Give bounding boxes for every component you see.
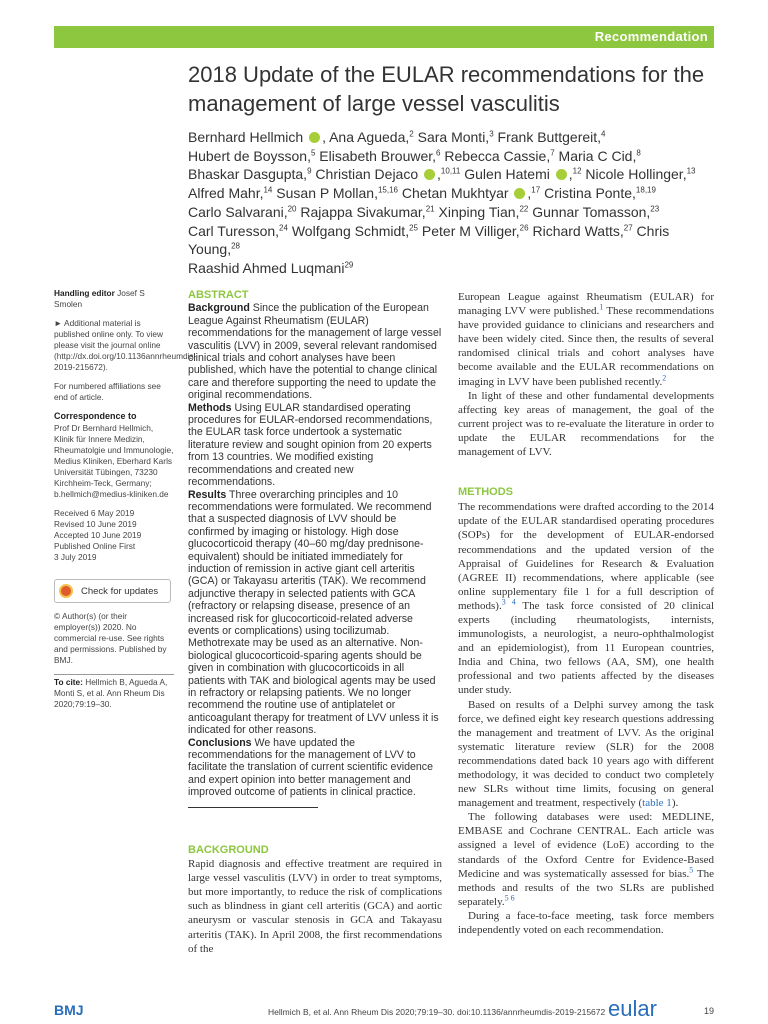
abstract-conclusions: Conclusions We have updated the recommendations for the management of LVV to facilitate the translation of current scientific evidence and expert opinion into better management and improved outcome of patients in clinical practice. [188,736,433,799]
intro-paragraph-2: In light of these and other fundamental developments affecting key areas of management, the goal of the current project was to re-evaluate the literature in order to update the EULAR recommendations for the management of LVV. [458,389,714,459]
abstract-background: Background Since the publication of the European League Against Rheumatism (EULAR) recommendations for the management of large vessel vasculitis (LVV) in 2009, several relevant randomised clinical trials and cohort analyses have been published, which have the potential to change clinical care and therefore supporting the need to update the original recommendations. [188,302,442,402]
methods-paragraph-1: The recommendations were drafted according to the 2014 update of the EULAR standardised operating procedures (SOPs) for the development of EULAR-endorsed recommendations and the updated version of the Appraisal of Guidelines for Research & Evaluation (AGREE II) recommendations, where applicable (see online supplementary file 1 for a full description of methods).$^{3 4}$ The task force consisted of 20 clinical experts (including rheumatologists, internists, immunologists, a neurologist, a neuro-ophthalmologist and an epidemiologist), from 11 European countries, India and China, two fellows (AA, SM), one health professional and two patients affected by the diseases under study. [458,501,715,697]
correspondence-address: Prof Dr Bernhard Hellmich, Klinik für Innere Medizin, Rheumatolgie und Immunologie, Medius Kliniken, Eberhard Karls Universität Tübingen, 73230 Kirchheim-Teck, Germany; b.hellmich@medius-kliniken.de [54,423,174,499]
article-title: 2018 Update of the EULAR recommendations for the management of large vessel vasculitis [188,62,705,116]
abstract-heading: ABSTRACT [188,289,249,301]
orcid-icon[interactable] [514,188,525,199]
methods-paragraph-3: The following databases were used: MEDLINE, EMBASE and Cochrane CENTRAL. Each article was assigned a level of evidence (LoE) according to the standards of the Oxford Centre for Evidence-Based Medicine and was systematically assessed for bias.$^5$ The methods and results of the two SLRs are published separately.$^{5 6}$ [458,811,715,908]
article-sidebar [54,288,197,718]
intro-paragraph-1: European League against Rheumatism (EULAR) for managing LVV were published.$^1$ These recommendations have provided guidance to clinicians and researchers and have been widely cited. Since then, the results of several randomised clinical trials and cohort analyses have become available and the EULAR recommendations on imaging in LVV have been published recently.$^2$ [458,291,714,388]
author-list: Bernhard Hellmich , Ana Agueda,$^2$ Sara Monti,$^3$ Frank Buttgereit,$^4$ Hubert de Boysson,$^5$ Elisabeth Brouwer,$^6$ Rebecca Cassie,$^7$ Maria C Cid,$^8$ Bhaskar Dasgupta,$^9$ Christian Dejaco ,$^{10,11}$ Gulen Hatemi ,$^{12}$ Nicole Hollinger,$^{13}$ Alfred Mahr,$^{14}$ Susan P Mollan,$^{15,16}$ Chetan Mukhtyar ,$^{17}$ Cristina Ponte,$^{18,19}$ Carlo Salvarani,$^{20}$ Rajappa Sivakumar,$^{21}$ Xinping Tian,$^{22}$ Gunnar Tomasson,$^{23}$ Carl Turesson,$^{24}$ Wolfgang Schmidt,$^{25}$ Peter M Villiger,$^{26}$ Richard Watts,$^{27}$ Chris Young,$^{28}$ Raashid Ahmed Luqmani$^{29}$ [188,129,696,276]
check-for-updates-button[interactable]: Check for updates [54,579,171,603]
eular-logo: eular [608,996,657,1021]
crossmark-icon [59,584,73,598]
background-heading: BACKGROUND [188,843,269,856]
orcid-icon[interactable] [309,132,320,143]
page-number: 19 [704,1006,715,1016]
abstract-column [188,289,442,956]
handling-editor: Handling editor Josef S Smolen [54,288,145,309]
article-type-label: Recommendation [594,29,708,44]
bmj-logo: BMJ [54,1002,84,1018]
methods-paragraph-2: Based on results of a Delphi survey among the task force, we defined eight key research questions addressing the management and treatment of LVV. As the original systematic literature review (SLR) for the 2008 recommendations dated back 10 years ago with different methodology, it was decided to conduct two completely new SLRs without time limits, focusing on general management and treatment, respectively (table 1). [458,698,714,810]
additional-material-note: ► Additional material is published online only. To view please visit the journal online (http://dx.doi.org/10.1136annrheumdis-2019-215672). [54,318,197,372]
correspondence-heading: Correspondence to [54,411,137,421]
affiliations-note: For numbered affiliations see end of article. [54,381,161,402]
abstract-results: Results Three overarching principles and 10 recommendations were formulated. We recommend that a suspected diagnosis of LVV should be confirmed by imaging or histology. High dose glucocorticoid therapy (40–60 mg/day prednisone-equivalent) should be initiated immediately for induction of remission in active giant cell arteritis (GCA) or Takayasu arteritis (TAK). We recommend adjunctive therapy in selected patients with GCA (refractory or relapsing disease, presence of an increased risk for glucocorticoid-related adverse events or complications) using tocilizumab. Methotrexate may be used as an alternative. Non-biological glucocorticoid-sparing agents should be given in combination with glucocorticoids in all patients with TAK and biological agents may be used in refractory or relapsing patients. We no longer recommend the routine use of antiplatelet or anticoagulant therapy for treatment of LVV unless it is indicated for other reasons. [188,488,439,737]
abstract-methods: Methods Using EULAR standardised operating procedures for EULAR-endorsed recommendations, the EULAR task force undertook a systematic literature review and sought opinion from 20 experts from 13 countries. We modified existing recommendations and created new recommendations. [188,401,433,489]
citation-box: To cite: Hellmich B, Agueda A, Monti S, et al. Ann Rheum Dis 2020;79:19–30. [54,674,174,710]
page-footer [54,996,715,1021]
background-paragraph: Rapid diagnosis and effective treatment are required in large vessel vasculitis (LVV) in order to treat symptoms, but more importantly, to reduce the risk of complications such as blindness in giant cell arteritis (GCA) and aortic aneurysm or vascular stenosis in GCA and Takayasu arteritis (TAK). In April 2008, the first recommendations of the [188,858,442,955]
copyright-notice: © Author(s) (or their employer(s)) 2020. No commercial re-use. See rights and permissions. Published by BMJ. [54,611,167,665]
methods-heading: METHODS [458,486,513,499]
article-type-banner [54,26,714,48]
orcid-icon[interactable] [556,169,567,180]
footer-citation: Hellmich B, et al. Ann Rheum Dis 2020;79:19–30. doi:10.1136/annrheumdis-2019-215672 [268,1007,606,1017]
table-1-link[interactable]: table 1 [642,797,672,810]
body-column [458,290,714,937]
article-dates: Received 6 May 2019 Revised 10 June 2019 Accepted 10 June 2019 Published Online First 3 July 2019 [54,508,142,562]
orcid-icon[interactable] [424,169,435,180]
divider [188,807,318,808]
methods-paragraph-4: During a face-to-face meeting, task force members independently voted on each recommendation. [458,909,714,937]
